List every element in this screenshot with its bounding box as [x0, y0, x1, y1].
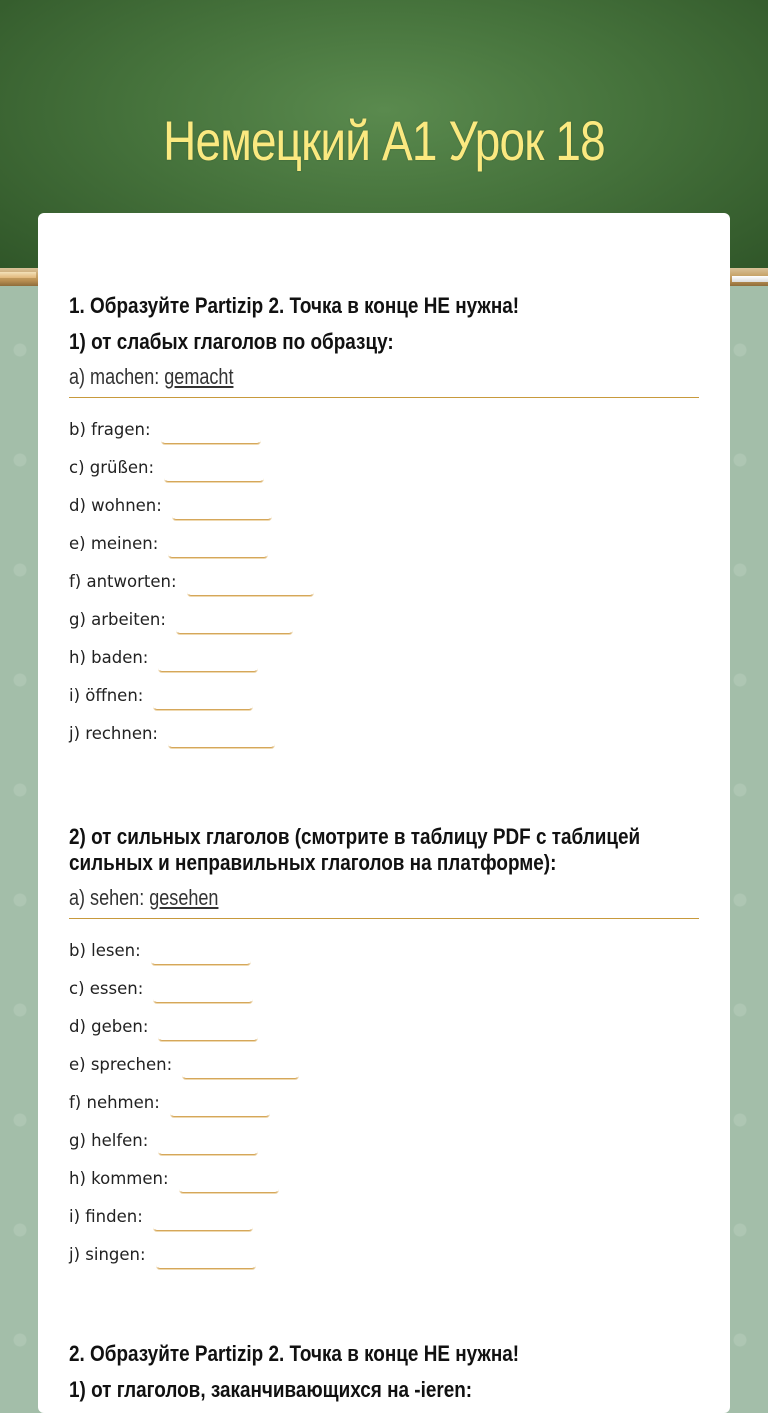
item-label: f) antworten: — [69, 571, 177, 591]
list-item — [69, 638, 699, 676]
task-1-part-2-heading: 2) от сильных глаголов (смотрите в таблицу PDF с таблицей сильных и неправильных глаголов на платформе): — [69, 824, 641, 875]
item-label: e) meinen: — [69, 533, 159, 553]
example-prefix: a) sehen: — [69, 885, 150, 910]
list-item — [69, 1045, 699, 1083]
task-2-part-1-heading: 1) от глаголов, заканчивающихся на -ieren: — [69, 1377, 473, 1402]
example-answer: gesehen — [149, 885, 219, 910]
list-item — [69, 714, 699, 752]
list-item — [69, 410, 699, 448]
answer-blank[interactable] — [187, 575, 314, 596]
example-prefix: a) machen: — [69, 364, 165, 389]
item-label: g) helfen: — [69, 1130, 149, 1150]
list-item — [69, 600, 699, 638]
list-item — [69, 562, 699, 600]
answer-blank[interactable] — [170, 1096, 270, 1117]
item-label: d) geben: — [69, 1016, 149, 1036]
item-label: b) fragen: — [69, 419, 151, 439]
list-item — [69, 448, 699, 486]
item-label: j) rechnen: — [69, 723, 158, 743]
item-label: e) sprechen: — [69, 1054, 173, 1074]
chalk-piece-left — [0, 272, 36, 278]
list-item — [69, 486, 699, 524]
answer-blank[interactable] — [176, 613, 293, 634]
answer-blank[interactable] — [182, 1058, 299, 1079]
answer-blank[interactable] — [158, 1134, 258, 1155]
list-item — [69, 676, 699, 714]
list-item — [69, 969, 699, 1007]
answer-blank[interactable] — [168, 537, 268, 558]
list-item — [69, 1007, 699, 1045]
list-item — [69, 931, 699, 969]
answer-blank[interactable] — [153, 982, 253, 1003]
item-label: d) wohnen: — [69, 495, 162, 515]
item-label: i) öffnen: — [69, 685, 144, 705]
list-item — [69, 1197, 699, 1235]
item-label: f) nehmen: — [69, 1092, 160, 1112]
strong-verbs-list — [69, 931, 699, 1273]
task-2-heading: 2. Образуйте Partizip 2. Точка в конце НЕ нужна! — [69, 1341, 520, 1366]
answer-blank[interactable] — [158, 1020, 258, 1041]
item-label: c) grüßen: — [69, 457, 155, 477]
example-answer: gemacht — [164, 364, 234, 389]
item-label: h) baden: — [69, 647, 149, 667]
item-label: c) essen: — [69, 978, 144, 998]
answer-blank[interactable] — [161, 423, 261, 444]
answer-blank[interactable] — [153, 689, 253, 710]
list-item — [69, 1159, 699, 1197]
item-label: b) lesen: — [69, 940, 141, 960]
answer-blank[interactable] — [158, 651, 258, 672]
list-item — [69, 1235, 699, 1273]
answer-blank[interactable] — [172, 499, 272, 520]
answer-blank[interactable] — [164, 461, 264, 482]
answer-blank[interactable] — [153, 1210, 253, 1231]
page-title: Немецкий A1 Урок 18 — [163, 109, 605, 172]
answer-blank[interactable] — [179, 1172, 279, 1193]
answer-blank[interactable] — [168, 727, 275, 748]
worksheet-card — [38, 213, 730, 1413]
weak-verbs-list — [69, 410, 699, 752]
list-item — [69, 1083, 699, 1121]
item-label: j) singen: — [69, 1244, 146, 1264]
list-item — [69, 524, 699, 562]
worksheet-content — [69, 293, 699, 1403]
item-label: h) kommen: — [69, 1168, 169, 1188]
task-1-part-1-heading: 1) от слабых глаголов по образцу: — [69, 329, 394, 354]
item-label: i) finden: — [69, 1206, 143, 1226]
chalk-piece-right — [732, 276, 768, 282]
list-item — [69, 1121, 699, 1159]
answer-blank[interactable] — [156, 1248, 256, 1269]
item-label: g) arbeiten: — [69, 609, 166, 629]
example-weak-verb — [69, 363, 699, 398]
task-1-heading: 1. Образуйте Partizip 2. Точка в конце НЕ нужна! — [69, 293, 520, 318]
answer-blank[interactable] — [151, 944, 251, 965]
example-strong-verb — [69, 884, 699, 919]
